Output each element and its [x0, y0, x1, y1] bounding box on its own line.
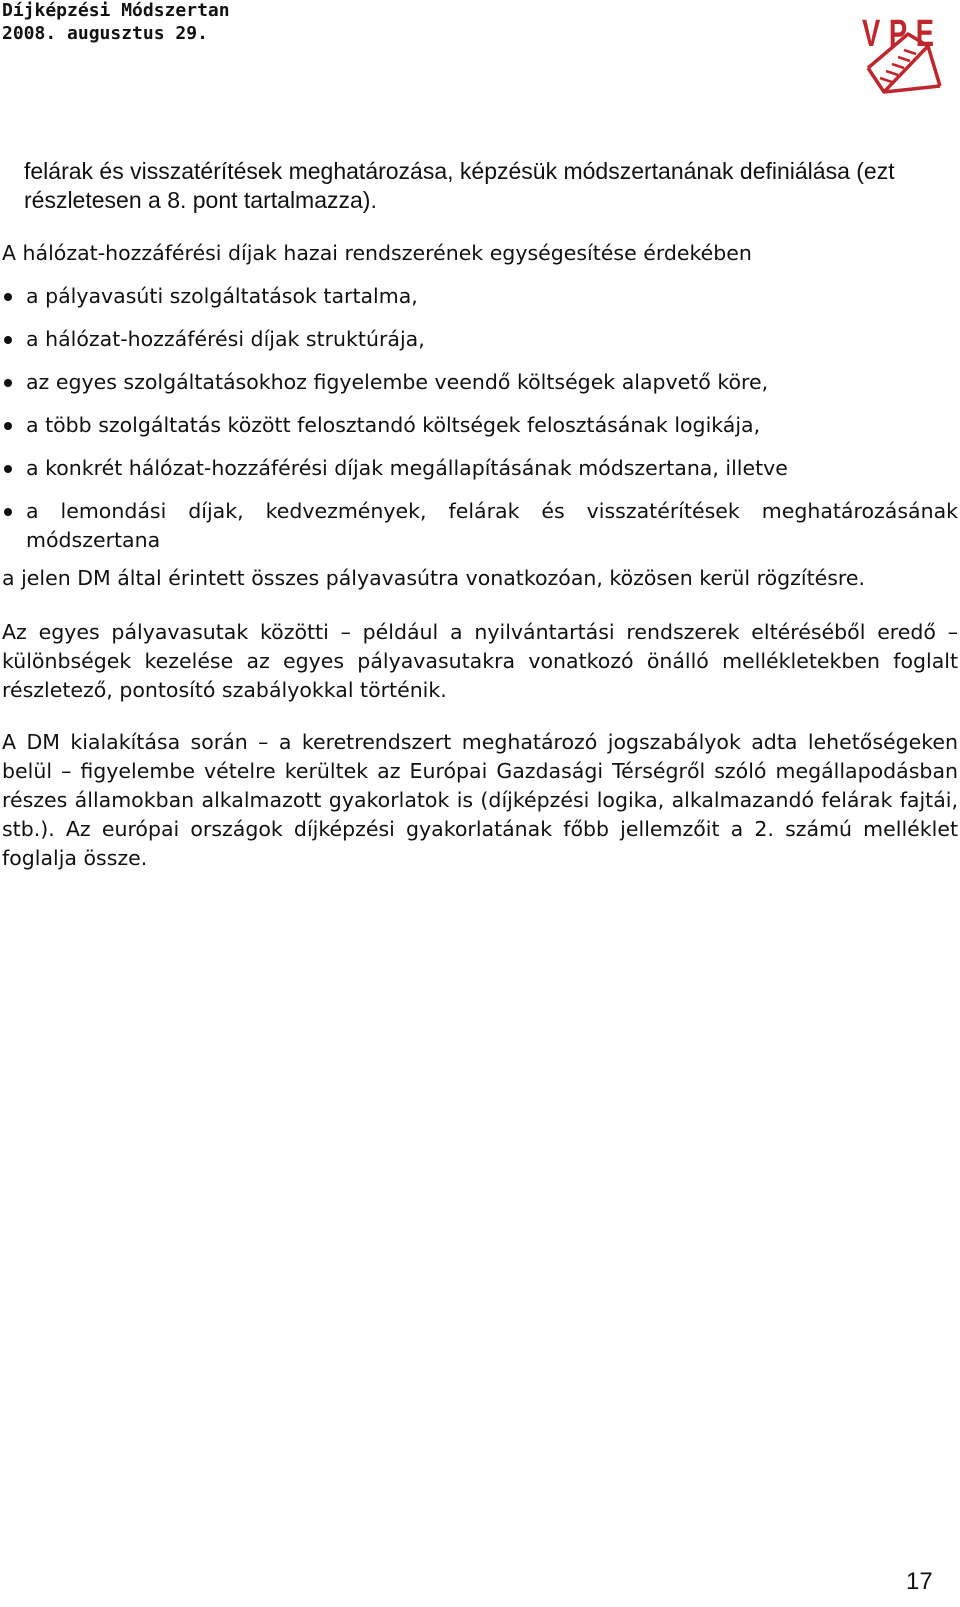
summary-paragraph: a jelen DM által érintett összes pályavasútra vonatkozóan, közösen kerül rögzítésre.: [2, 566, 866, 590]
bullet-icon: [4, 422, 12, 430]
list-item-text: a konkrét hálózat-hozzáférési díjak megállapításának módszertana, illetve: [26, 456, 788, 480]
intro-paragraph: A hálózat-hozzáférési díjak hazai rendszerének egységesítése érdekében: [2, 241, 752, 265]
bullet-list: [2, 282, 958, 569]
list-item-text: a hálózat-hozzáférési díjak struktúrája,: [26, 327, 425, 351]
list-item-text: az egyes szolgáltatásokhoz figyelembe veendő költségek alapvető köre,: [26, 370, 769, 394]
list-item-text: a pályavasúti szolgáltatások tartalma,: [26, 284, 418, 308]
list-item: [2, 497, 958, 555]
page-number: 17: [906, 1568, 933, 1595]
list-item: [2, 282, 958, 311]
bullet-icon: [4, 293, 12, 301]
list-item: [2, 325, 958, 354]
list-item-text: a lemondási díjak, kedvezmények, felárak és visszatérítések meghatározásának módszertana: [26, 499, 958, 552]
list-item-text: a több szolgáltatás között felosztandó költségek felosztásának logikája,: [26, 413, 761, 437]
bullet-icon: [4, 379, 12, 387]
vpe-logo: [862, 6, 954, 98]
list-item: [2, 411, 958, 440]
bullet-icon: [4, 465, 12, 473]
continuation-paragraph: felárak és visszatérítések meghatározása, képzésük módszertanának definiálása (ezt részletesen a 8. pont tartalmazza).: [24, 158, 895, 213]
paragraph-european-practice: A DM kialakítása során – a keretrendszert meghatározó jogszabályok adta lehetőségeken belül – figyelembe vételre kerültek az Európai Gazdasági Térségről szóló megállapodásban részes államokban alkalmazott gyakorlatok is (díjképzési logika, alkalmazandó felárak fajtái, stb.). Az európai országok díjképzési gyakorlatának főbb jellemzőit a 2. számú melléklet foglalja össze.: [2, 730, 958, 870]
document-title: Díjképzési Módszertan: [2, 0, 230, 21]
document-date: 2008. augusztus 29.: [2, 23, 208, 44]
list-item: [2, 368, 958, 397]
logo-text: VPE: [862, 12, 934, 56]
bullet-icon: [4, 508, 12, 516]
paragraph-differences: Az egyes pályavasutak közötti – például a nyilvántartási rendszerek eltéréséből eredő – különbségek kezelése az egyes pályavasutakra vonatkozó önálló mellékletekben foglalt részletező, pontosító szabályokkal történik.: [2, 620, 958, 702]
list-item: [2, 454, 958, 483]
bullet-icon: [4, 336, 12, 344]
